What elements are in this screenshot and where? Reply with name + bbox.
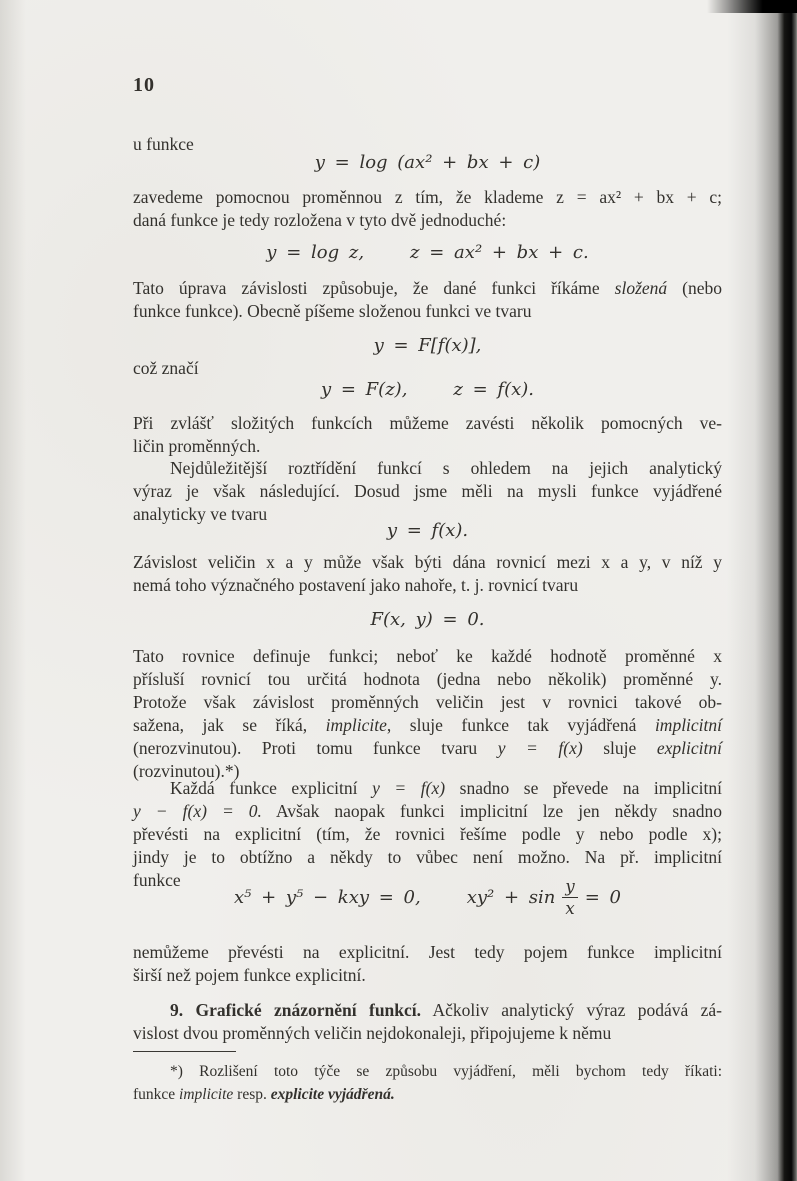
page-number: 10 — [133, 74, 155, 96]
formula-text: F(x, y) = 0. — [370, 609, 485, 630]
page-left-shading — [0, 0, 26, 1181]
formula-text: y = f(x). — [386, 520, 469, 541]
emphasized-word: explicitní — [656, 738, 722, 758]
formula-implicit-examples — [133, 878, 722, 918]
text-line: analyticky ve tvaru — [133, 504, 268, 524]
text-line — [133, 800, 722, 823]
text-line: Závislost veličin x a y může však býti dána rovnicí mezi x a y, v níž y — [133, 552, 722, 572]
text-line: přísluší rovnicí tou určitá hodnota (jedna nebo několik) proměnné y. — [133, 669, 722, 689]
fraction-numerator: y — [562, 878, 577, 898]
text-line: výraz je však následující. Dosud jsme měli na mysli funkce vyjádřené — [133, 481, 722, 501]
section-9-graficke — [133, 999, 722, 1045]
formula-text: y = log (ax² + bx + c) — [314, 152, 541, 173]
text-line: jindy je to obtížno a někdy to vůbec není možno. Na př. implicitní — [133, 847, 722, 867]
text-line — [133, 777, 722, 800]
paragraph-zavislost — [133, 551, 722, 597]
formula-log-quadratic — [133, 150, 722, 176]
text-line — [133, 1083, 722, 1106]
formula-text: y = F[f(x)], — [373, 335, 482, 356]
paragraph-tato-rovnice — [133, 645, 722, 783]
emphasized-word: implicite — [325, 715, 387, 735]
fraction — [562, 878, 577, 918]
text-line: ličin proměnných. — [133, 436, 261, 456]
text-line: což značí — [133, 358, 199, 378]
text-line — [133, 999, 722, 1022]
text-segment: , sluje funkce tak vyjádřená — [386, 715, 655, 735]
formula-text: y = log z, — [266, 242, 365, 263]
emphasized-word: implicitní — [654, 715, 723, 735]
section-heading: 9. Grafické znázornění funkcí. — [170, 1000, 422, 1020]
paragraph-nemuzeme — [133, 941, 722, 987]
text-line: nemůžeme převésti na explicitní. Jest tedy pojem funkce implicitní — [133, 942, 722, 962]
binding-shadow — [727, 0, 797, 1181]
paragraph-pri-zvlast — [133, 412, 722, 458]
text-line: nemá toho význačného postavení jako nahoře, t. j. rovnicí tvaru — [133, 575, 579, 595]
formula-text: x⁵ + y⁵ − kxy = 0, — [234, 886, 421, 908]
text-segment: Avšak naopak funkci implicitní lze jen někdy snadno — [261, 801, 722, 821]
text-line: Tato rovnice definuje funkci; neboť ke každé hodnotě proměnné x — [133, 646, 722, 666]
paragraph-nejdulezitejsi — [133, 457, 722, 526]
footnote — [133, 1060, 722, 1106]
text-line: funkce — [133, 870, 181, 890]
text-line: funkce funkce). Obecně píšeme složenou funkci ve tvaru — [133, 301, 532, 321]
emphasized-word: složená — [614, 278, 668, 298]
text-line: Protože však závislost proměnných veličin jest v rovnici takové ob- — [133, 692, 722, 712]
text-line — [133, 737, 722, 760]
inline-math: y = f(x) — [497, 738, 583, 758]
emphasized-word: explicite vyjádřená. — [270, 1086, 395, 1103]
text-line — [133, 714, 722, 737]
formula-with-fraction — [467, 878, 621, 918]
text-line: převésti na explicitní (tím, že rovnici řešíme podle y nebo podle x); — [133, 824, 722, 844]
text-segment: (nerozvinutou). Proti tomu funkce tvaru — [133, 738, 498, 758]
emphasized-word: implicite — [179, 1086, 234, 1103]
formula-implicit — [133, 607, 722, 633]
paragraph-zavedeme — [133, 186, 722, 232]
formula-text: y = F(z), — [320, 379, 408, 400]
text-segment: sažena, jak se říká, — [133, 715, 326, 735]
formula-text: z = ax² + bx + c. — [410, 242, 589, 263]
text-line: *) Rozlišení toto týče se způsobu vyjádření, měli bychom tedy říkati: — [170, 1063, 722, 1080]
text-line: zavedeme pomocnou proměnnou z tím, že klademe z = ax² + bx + c; — [133, 187, 722, 207]
text-column — [133, 0, 722, 1181]
text-segment: funkce — [133, 1086, 180, 1103]
text-line: vislost dvou proměnných veličin nejdokonaleji, připojujeme k němu — [133, 1023, 612, 1043]
text-segment: Každá funkce explicitní — [170, 778, 373, 798]
text-line: Nejdůležitější roztřídění funkcí s ohledem na jejich analytický — [170, 458, 722, 478]
text-segment: (nebo — [667, 278, 722, 298]
text-segment: snadno se převede na implicitní — [445, 778, 722, 798]
formula-explicit — [133, 518, 722, 544]
formula-text: = 0 — [584, 886, 621, 908]
text-segment: resp. — [233, 1086, 271, 1103]
text-line: daná funkce je tedy rozložena v tyto dvě jednoduché: — [133, 210, 507, 230]
text-line — [133, 277, 722, 300]
inline-math: y − f(x) = 0. — [133, 801, 262, 821]
formula-text: z = f(x). — [453, 379, 535, 400]
formula-pair-composed — [133, 377, 722, 403]
paragraph-kazda-funkce — [133, 777, 722, 892]
paragraph-tato-uprava — [133, 277, 722, 323]
text-line: Při zvlášť složitých funkcích můžeme zavésti několik pomocných ve- — [133, 413, 722, 433]
fraction-denominator: x — [565, 899, 575, 919]
text-line: širší než pojem funkce explicitní. — [133, 965, 366, 985]
footnote-divider — [133, 1051, 236, 1052]
text-line: (rozvinutou).*) — [133, 761, 240, 781]
text-segment: Tato úprava závislosti způsobuje, že dané funkci říkáme — [133, 278, 615, 298]
text-line: u funkce — [133, 134, 194, 154]
formula-pair-log — [133, 240, 722, 266]
binding-shadow-top — [707, 0, 797, 13]
text-segment: Ačkoliv analytický výraz podává zá- — [421, 1000, 723, 1020]
text-segment: sluje — [582, 738, 657, 758]
formula-text: xy² + sin — [466, 886, 556, 908]
formula-composed — [133, 333, 722, 359]
inline-math: y = f(x) — [372, 778, 446, 798]
